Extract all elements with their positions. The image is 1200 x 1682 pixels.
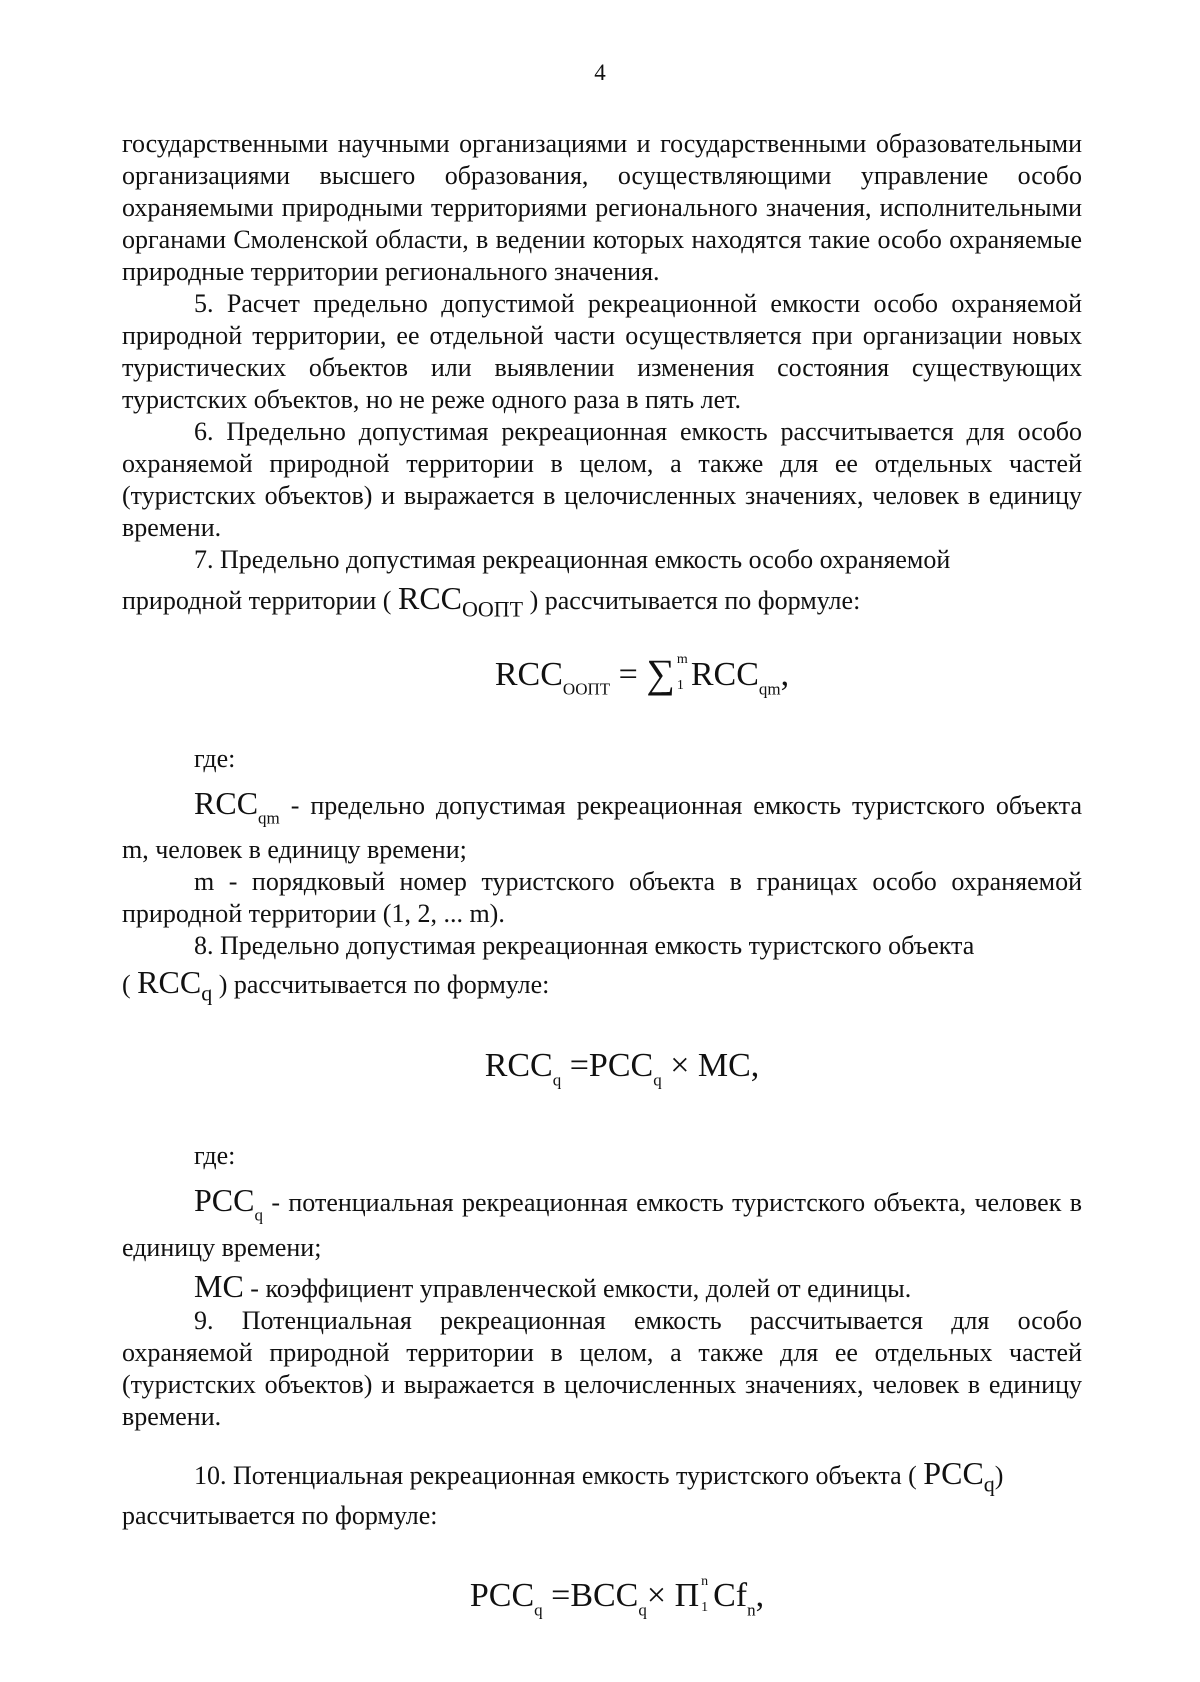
sum-symbol: ∑ <box>646 650 675 696</box>
paragraph-7 <box>122 544 1082 626</box>
mc-description: - коэффициент управленческой емкости, долей от единицы. <box>250 1273 912 1303</box>
paragraph-7-line-1: 7. Предельно допустимая рекреационная емкость особо охраняемой <box>194 545 951 574</box>
where-label-2: где: <box>194 1141 236 1171</box>
paragraph-8 <box>122 930 1082 1010</box>
rcc-oopt-symbol: RCC <box>397 580 462 616</box>
formula-1-rhs-subscript: qm <box>758 679 781 699</box>
formula-1-equals: = <box>618 655 638 693</box>
formula-3-bcc: BCC <box>570 1577 639 1615</box>
paragraph-8-line-1: 8. Предельно допустимая рекреационная емкость туристского объекта <box>194 931 975 961</box>
formula-2-mc: MC, <box>697 1047 760 1085</box>
paragraph-9: 9. Потенциальная рекреационная емкость рассчитывается для особо охраняемой природной территории в целом, а также для ее отдельных частей (туристских объектов) и выражается в целочисленных значениях, человек в единицу времени. <box>122 1305 1082 1431</box>
rcc-q-symbol: RCC <box>137 964 202 1001</box>
formula-rcc-q <box>122 1046 1082 1100</box>
formula-2-times: × <box>670 1047 690 1085</box>
formula-2-equals: = <box>569 1047 589 1085</box>
pcc-q-inline-symbol: PCC <box>923 1454 984 1491</box>
paragraph-8-line-2 <box>122 966 1082 1010</box>
paragraph-5: 5. Расчет предельно допустимой рекреационной емкости особо охраняемой природной территории, ее отдельной части осуществляется при организации новых туристических объектов или выявлении изменения состояния существующих туристских объектов, но не реже одного раза в пять лет. <box>122 289 1082 414</box>
sum-upper-limit: m <box>676 651 688 667</box>
page-number: 4 <box>594 60 606 85</box>
formula-pcc-q <box>122 1573 1082 1630</box>
paragraph-continued: государственными научными организациями и государственными образовательными организациями высшего образования, осуществляющими управление особо охраняемыми природными территориями регионального значения, исполнительными органами Смоленской области, в ведении которых находятся такие особо охраняемые природные территории регионального значения. <box>122 129 1082 286</box>
formula-1-rhs: RCC <box>690 655 759 693</box>
rcc-qm-symbol: RCC <box>194 785 259 822</box>
paragraph-10-text: 10. Потенциальная рекреационная емкость туристского объекта ( <box>194 1460 917 1490</box>
definition-rcc-qm <box>122 787 1082 866</box>
paragraph-8-text-after: ) рассчитывается по формуле: <box>218 970 550 1000</box>
paragraph-10-close-paren: ) <box>994 1460 1004 1490</box>
formula-1-lhs: RCC <box>494 655 563 693</box>
document-body <box>122 128 1082 1631</box>
formula-3-times: × <box>646 1577 667 1615</box>
product-lower-limit: 1 <box>701 1599 709 1615</box>
formula-2-pcc: PCC <box>588 1047 654 1085</box>
pcc-q-symbol: PCC <box>194 1182 255 1219</box>
paragraph-7-text-after: ) рассчитывается по формуле: <box>529 586 861 615</box>
definition-pcc-q <box>122 1184 1082 1263</box>
where-label-1: где: <box>194 744 236 774</box>
formula-1-comma: , <box>780 655 790 693</box>
paragraph-6: 6. Предельно допустимая рекреационная емкость рассчитывается для особо охраняемой природной территории в целом, а также для ее отдельных частей (туристских объектов) и выражается в целочисленных значениях, человек в единицу времени. <box>122 417 1082 542</box>
formula-2-lhs-subscript: q <box>552 1070 562 1090</box>
product-upper-limit: n <box>701 1573 709 1589</box>
formula-3-comma: , <box>755 1577 765 1615</box>
formula-3-equals: = <box>551 1577 571 1615</box>
rcc-qm-subscript: qm <box>258 808 280 828</box>
sum-limits <box>675 651 691 697</box>
product-limits <box>699 1573 713 1619</box>
formula-3-cf: Cf <box>713 1577 748 1615</box>
sum-lower-limit: 1 <box>676 677 684 693</box>
formula-2-pcc-subscript: q <box>653 1070 662 1090</box>
formula-3-lhs: PCC <box>469 1577 535 1615</box>
mc-symbol: MC <box>194 1267 244 1304</box>
formula-3-cf-subscript: n <box>747 1600 756 1620</box>
paragraph-7-line-2 <box>122 582 1082 626</box>
rcc-oopt-subscript: ООПТ <box>462 596 524 622</box>
formula-3-lhs-subscript: q <box>534 1600 543 1620</box>
rcc-q-subscript: q <box>201 981 213 1007</box>
product-symbol: П <box>674 1577 700 1615</box>
paragraph-10-line-1 <box>122 1454 1082 1501</box>
definition-mc <box>122 1267 1082 1305</box>
formula-3-bcc-subscript: q <box>638 1600 647 1620</box>
formula-rcc-oopt <box>122 650 1082 709</box>
paragraph-8-open-paren: ( <box>122 970 131 1000</box>
definition-m: m - порядковый номер туристского объекта в границах особо охраняемой природной территории (1, 2, ... m). <box>122 867 1082 929</box>
pcc-q-subscript: q <box>254 1205 263 1225</box>
paragraph-7-text-before: природной территории ( <box>122 586 392 615</box>
pcc-q-description: - потенциальная рекреационная емкость туристского объекта, человек в единицу времени; <box>122 1188 1082 1262</box>
rcc-qm-description: - предельно допустимая рекреационная емкость туристского объекта m, человек в единицу времени; <box>122 791 1082 865</box>
formula-1-lhs-subscript: ООПТ <box>562 679 611 699</box>
paragraph-10-line-2: рассчитывается по формуле: <box>122 1501 438 1531</box>
paragraph-10 <box>122 1454 1082 1533</box>
pcc-q-inline-subscript: q <box>983 1471 995 1497</box>
formula-2-lhs: RCC <box>484 1047 553 1085</box>
